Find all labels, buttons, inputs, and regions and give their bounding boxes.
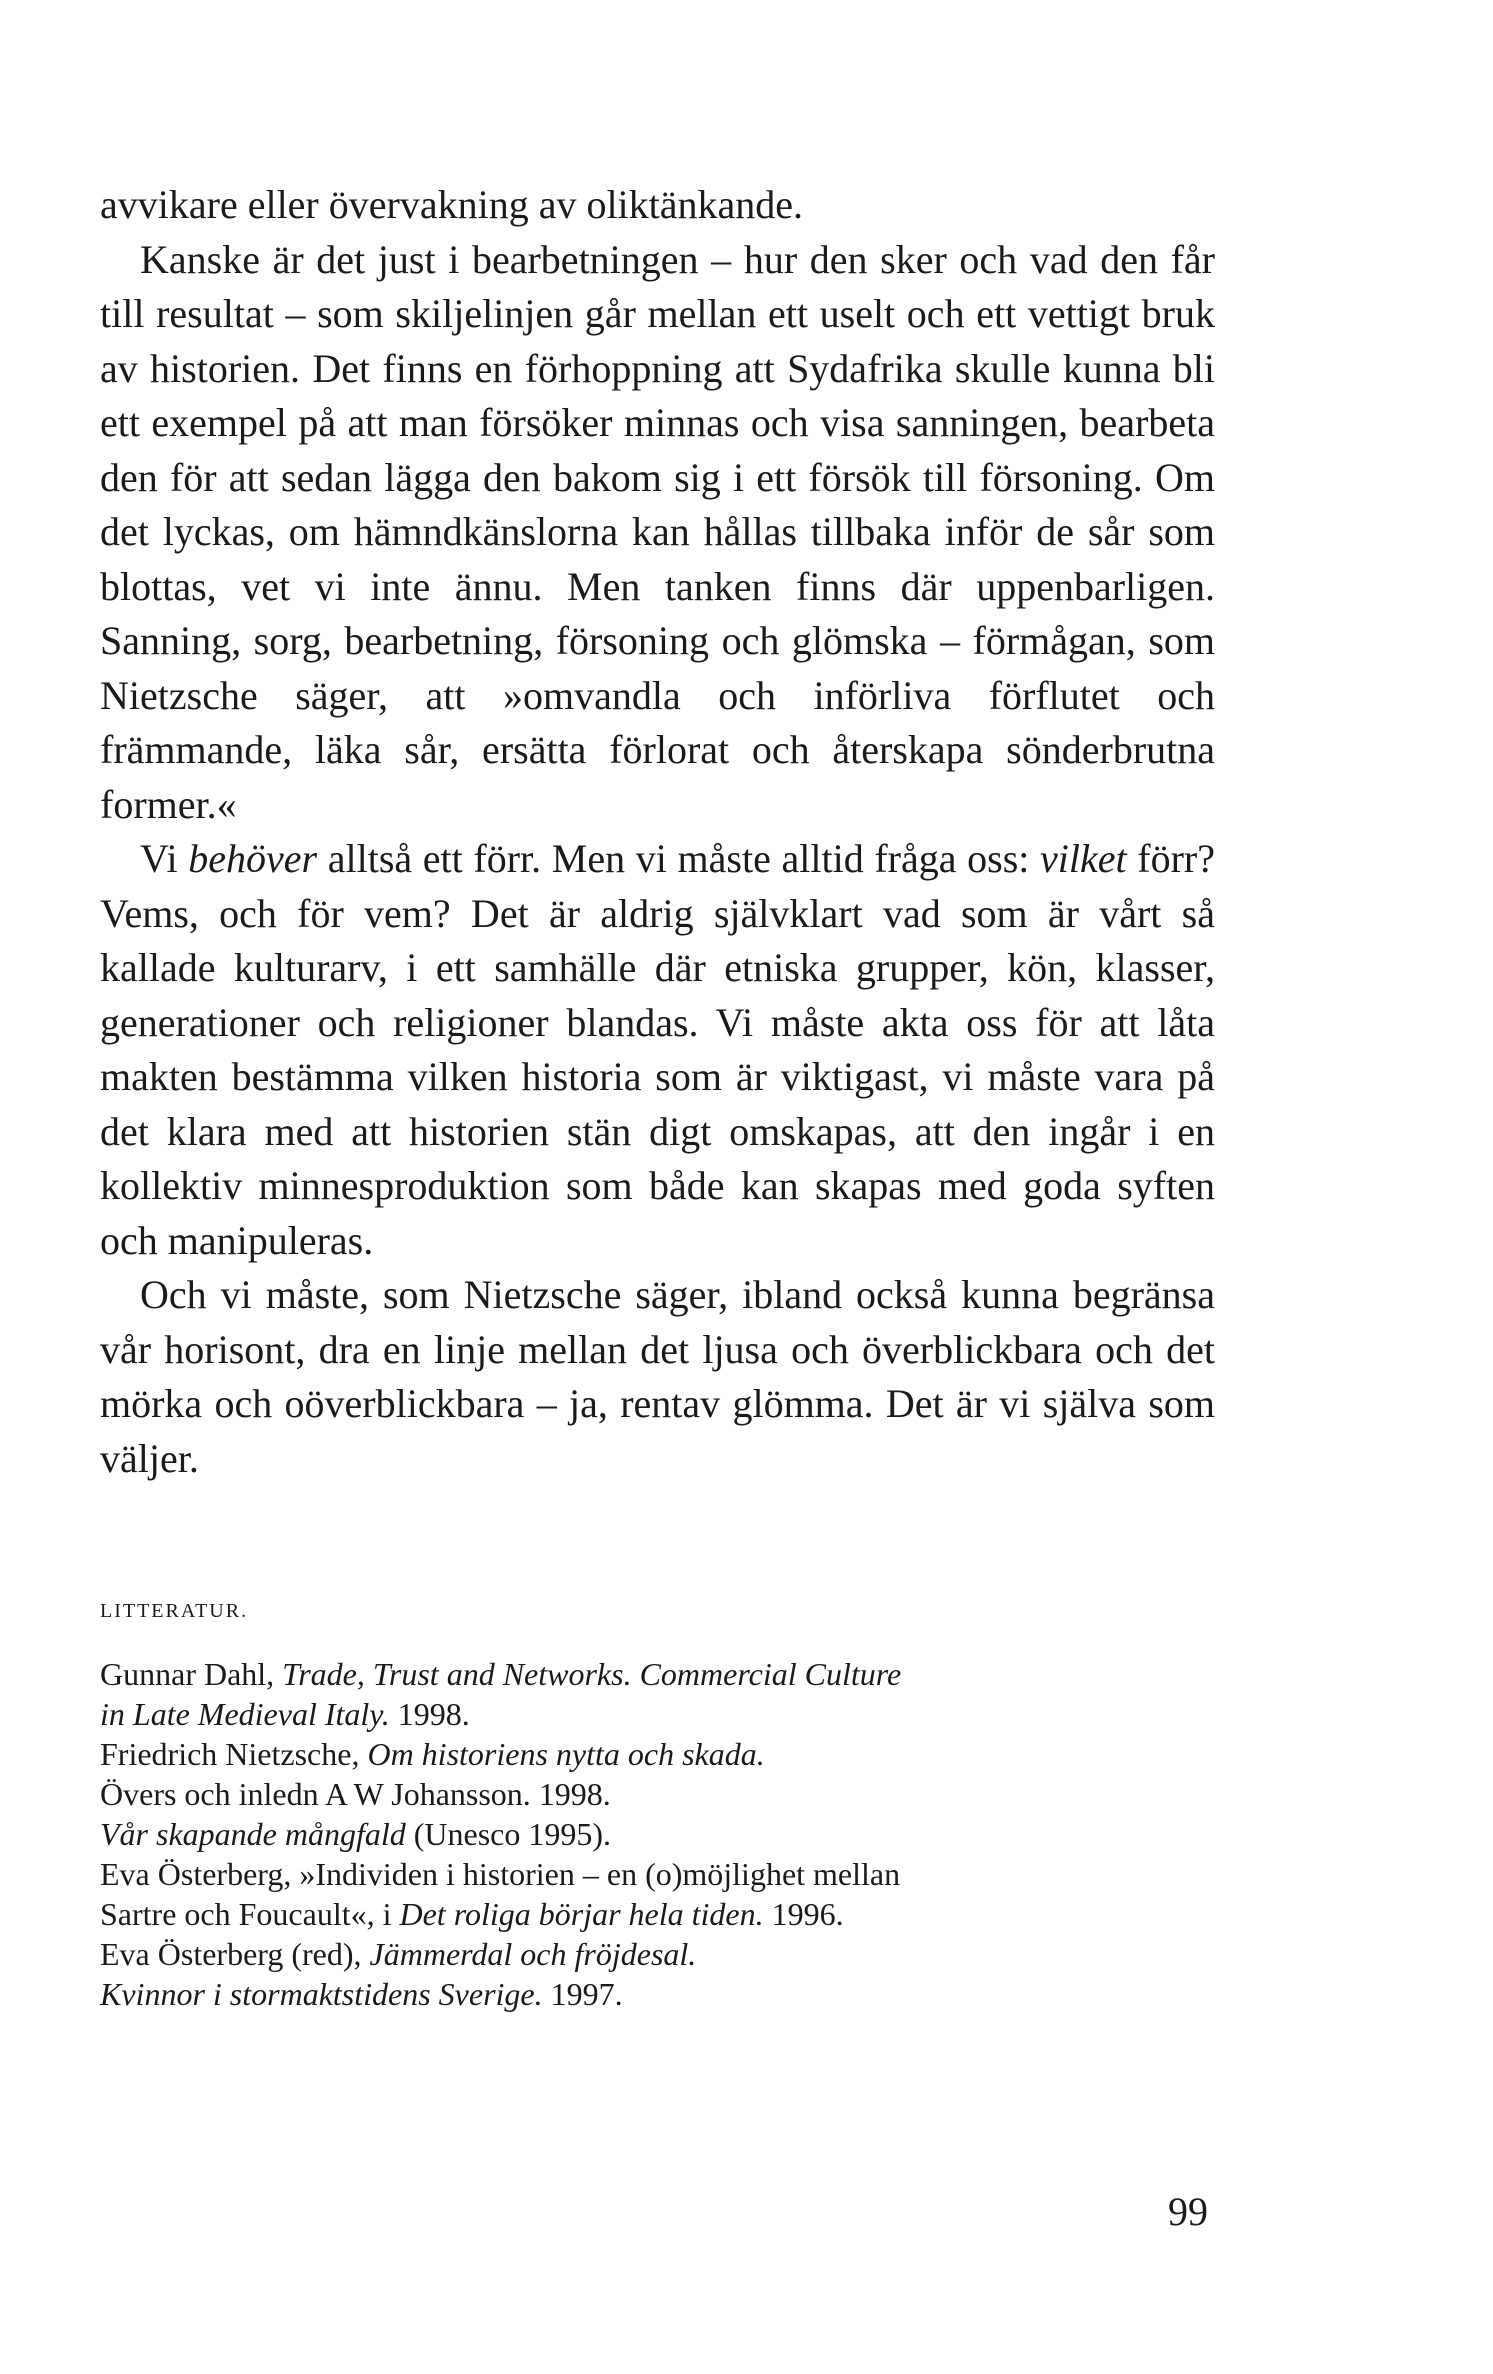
reference-line xyxy=(100,1934,1215,1974)
reference-line xyxy=(100,1654,1215,1694)
reference-author: Eva Österberg (red), xyxy=(100,1936,370,1972)
reference-title: Vår skapande mångfald xyxy=(100,1816,406,1852)
reference-year: 1996. xyxy=(763,1896,844,1932)
paragraph-4: Och vi måste, som Nietzsche säger, ibland också kunna begränsa vår horisont, dra en linje mellan det ljusa och överblickbara och det mörka och oöverblickbara – ja, rentav glömma. Det är vi själva som väljer. xyxy=(100,1272,1215,1481)
body-text xyxy=(100,178,1215,1486)
reference-author: Friedrich Nietzsche, xyxy=(100,1736,368,1772)
paragraph-3 xyxy=(100,832,1215,1268)
reference-title: Trade, Trust and Networks. Commercial Culture xyxy=(282,1656,902,1692)
reference-line: Övers och inledn A W Johansson. 1998. xyxy=(100,1776,611,1812)
reference-year: 1998. xyxy=(389,1696,470,1732)
reference-title: Jämmerdal och fröjdesal. xyxy=(369,1936,697,1972)
paragraph-2: Kanske är det just i bearbetningen – hur den sker och vad den får till resultat – som skiljelinjen går mellan ett uselt och ett vettigt bruk av historien. Det finns en förhoppning att Sydafrika skulle kunna bli ett exempel på att man försöker minnas och visa sanningen, bearbeta den för att sedan lägga den bakom sig i ett försök till försoning. Om det lyckas, om hämndkänslorna kan hållas tillbaka inför de sår som blottas, vet vi inte ännu. Men tanken finns där uppenbarligen. Sanning, sorg, bearbetning, försoning och glömska – förmågan, som Nietzsche säger, att »omvandla och införliva förflutet och främmande, läka sår, ersätta förlorat och återskapa sönderbrutna former.« xyxy=(100,236,1215,827)
reference-title: in Late Medieval Italy. xyxy=(100,1696,390,1732)
reference-line: Eva Österberg, »Individen i historien – en (o)möjlighet mellan xyxy=(100,1856,901,1892)
reference-title: Om historiens nytta och skada. xyxy=(367,1736,765,1772)
paragraph-3-text: Vi xyxy=(140,836,189,881)
paragraph-3-text: alltså ett förr. Men vi måste alltid fråga oss: xyxy=(317,836,1041,881)
reference-line xyxy=(100,1814,1215,1854)
reference-author: Gunnar Dahl, xyxy=(100,1656,283,1692)
paragraph-3-emphasis: behöver xyxy=(188,836,318,881)
reference-text: Sartre och Foucault«, i xyxy=(100,1896,400,1932)
reference-year: 1997. xyxy=(542,1976,623,2012)
page-number: 99 xyxy=(1168,2189,1208,2234)
reference-publisher: (Unesco 1995). xyxy=(405,1816,612,1852)
reference-title: Kvinnor i stormaktstidens Sverige. xyxy=(100,1976,543,2012)
literature-list xyxy=(100,1654,1215,2014)
reference-line xyxy=(100,1694,1215,1734)
paragraph-3-text: förr? Vems, och för vem? Det är aldrig självklart vad som är vårt så kallade kulturarv, i ett samhälle där etniska grupper, kön, klasser, generationer och religioner blandas. Vi måste akta oss för att låta makten bestämma vilken historia som är viktigast, vi måste vara på det klara med att historien stän digt omskapas, att den ingår i en kollektiv minnesproduktion som både kan skapas med goda syften och manipuleras. xyxy=(100,836,1216,1263)
literature-heading: LITTERATUR. xyxy=(100,1600,249,1622)
paragraph-1: avvikare eller övervakning av oliktänkande. xyxy=(100,182,804,227)
reference-line xyxy=(100,1734,1215,1774)
reference-line xyxy=(100,1894,1215,1934)
reference-line xyxy=(100,1974,1215,2014)
reference-title: Det roliga börjar hela tiden. xyxy=(399,1896,764,1932)
paragraph-3-emphasis: vilket xyxy=(1040,836,1127,881)
